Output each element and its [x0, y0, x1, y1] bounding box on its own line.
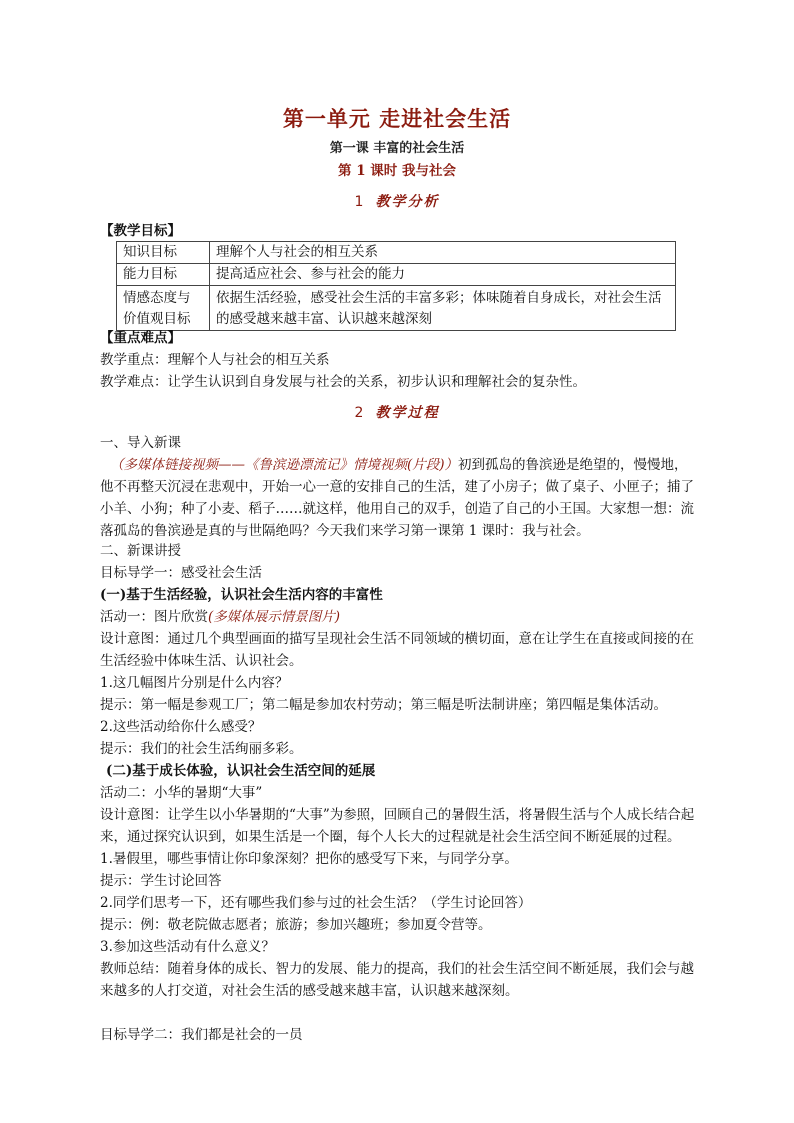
difficult-point: 教学难点：让学生认识到自身发展与社会的关系，初步认识和理解社会的复杂性。 [100, 374, 586, 390]
keypoints-heading: 【重点难点】 [100, 330, 181, 346]
subsection-two: (二)基于成长体验，认识社会生活空间的延展 [106, 763, 376, 779]
section-number: 1 [354, 194, 364, 210]
intro-paragraph [100, 454, 700, 542]
goal-key: 情感态度与价值观目标 [117, 286, 210, 331]
activity-one [100, 606, 340, 628]
period-title: 第 1 课时 我与社会 [338, 163, 456, 179]
goal-one-heading: 目标导学一：感受社会生活 [100, 565, 262, 581]
activity-two: 活动二：小华的暑期“大事” [100, 785, 263, 801]
media-link: （多媒体链接视频——《鲁滨逊漂流记》情境视频(片段)） [110, 457, 459, 473]
goals-heading: 【教学目标】 [100, 223, 181, 239]
design-intent-one: 设计意图：通过几个典型画面的描写呈现社会生活不同领域的横切面，意在让学生在直接或间接的在生活经验中体味生活、认识社会。 [100, 631, 694, 669]
media-note: (多媒体展示情景图片) [208, 609, 341, 625]
hint-one: 提示：第一幅是参观工厂；第二幅是参加农村劳动；第三幅是听法制讲座；第四幅是集体活动。 [100, 697, 667, 713]
intro-text: 初到孤岛的鲁滨逊是绝望的，慢慢地，他不再整天沉浸在悲观中，开始一心一意的安排自己的生活，建了小房子；做了桌子、小匣子；捕了小羊、小狗；种了小麦、稻子……就这样，他用自己的双手，创造了自己的小王国。大家想一想：流落孤岛的鲁滨逊是真的与世隔绝吗？今天我们来学习第一课第 1 课时：我与社会。 [100, 457, 694, 539]
question-five: 3.参加这些活动有什么意义？ [100, 939, 275, 955]
table-row [117, 264, 676, 286]
question-two: 2.这些活动给你什么感受？ [100, 719, 262, 735]
section-heading-process [0, 402, 794, 424]
goals-table [116, 241, 676, 331]
goal-two-heading: 目标导学二：我们都是社会的一员 [100, 1027, 303, 1043]
goal-value: 理解个人与社会的相互关系 [210, 242, 676, 264]
question-three: 1.暑假里，哪些事情让你印象深刻？把你的感受写下来，与同学分享。 [100, 851, 518, 867]
key-point: 教学重点：理解个人与社会的相互关系 [100, 352, 330, 368]
question-four: 2.同学们思考一下，还有哪些我们参与过的社会生活？（学生讨论回答） [100, 895, 532, 911]
goal-key: 知识目标 [117, 242, 210, 264]
subsection-one: (一)基于生活经验，认识社会生活内容的丰富性 [100, 587, 383, 603]
section-heading-analysis [0, 191, 794, 213]
goal-value: 提高适应社会、参与社会的能力 [210, 264, 676, 286]
goal-key: 能力目标 [117, 264, 210, 286]
teacher-summary: 教师总结：随着身体的成长、智力的发展、能力的提高，我们的社会生活空间不断延展，我们会与越来越多的人打交道，对社会生活的感受越来越丰富，认识越来越深刻。 [100, 961, 694, 999]
new-lesson-heading: 二、新课讲授 [100, 543, 181, 559]
table-row [117, 286, 676, 331]
hint-four: 提示：例：敬老院做志愿者；旅游；参加兴趣班；参加夏令营等。 [100, 917, 492, 933]
hint-two: 提示：我们的社会生活绚丽多彩。 [100, 741, 303, 757]
table-row [117, 242, 676, 264]
design-intent-two: 设计意图：让学生以小华暑期的“大事”为参照，回顾自己的暑假生活，将暑假生活与个人成长结合起来，通过探究认识到，如果生活是一个圈，每个人长大的过程就是社会生活空间不断延展的过程。 [100, 807, 695, 845]
question-one: 1.这几幅图片分别是什么内容？ [100, 675, 289, 691]
section-label: 教学过程 [375, 405, 440, 421]
goal-value: 依据生活经验，感受社会生活的丰富多彩；体味随着自身成长，对社会生活的感受越来越丰富、认识越来越深刻 [210, 286, 676, 331]
section-label: 教学分析 [375, 194, 440, 210]
section-number: 2 [354, 405, 364, 421]
intro-heading: 一、导入新课 [100, 435, 181, 451]
hint-three: 提示：学生讨论回答 [100, 873, 222, 889]
activity-label: 活动一：图片欣赏 [100, 609, 208, 625]
unit-title: 第一单元 走进社会生活 [282, 106, 512, 131]
lesson-title: 第一课 丰富的社会生活 [329, 141, 465, 156]
